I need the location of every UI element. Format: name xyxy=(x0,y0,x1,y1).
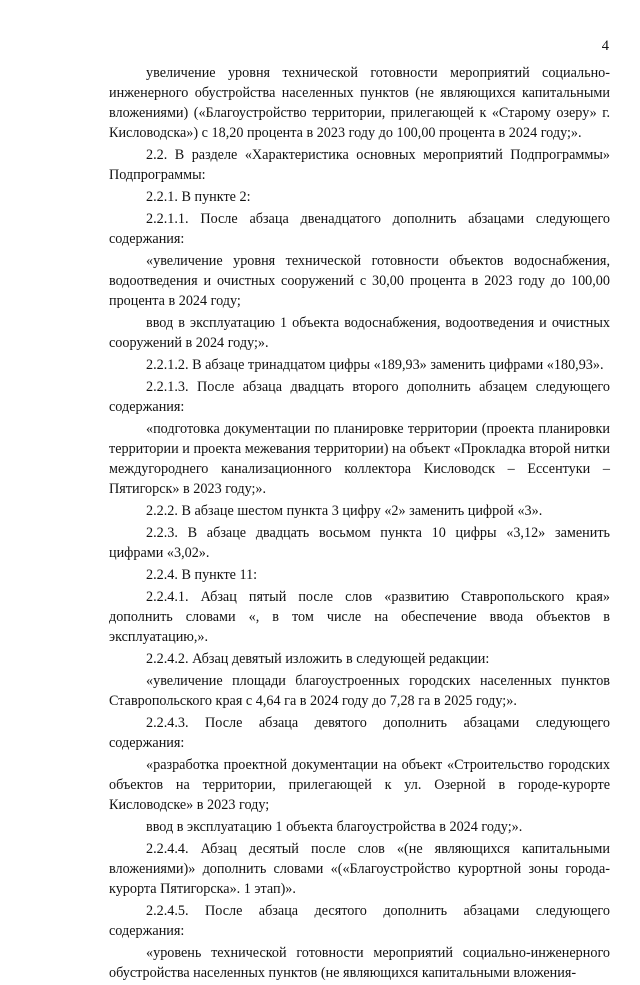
document-body xyxy=(109,63,610,985)
paragraph: 2.2.4.3. После абзаца девятого дополнить абзацами следующего содержания: xyxy=(109,715,610,751)
paragraph: «уровень технической готовности мероприятий социально-инженерного обустройства населенных пунктов (не являющихся капитальными вложения- xyxy=(109,945,610,981)
paragraph: 2.2.3. В абзаце двадцать восьмом пункта 10 цифры «3,12» заменить цифрами «3,02». xyxy=(109,525,610,561)
paragraph: 2.2.4.2. Абзац девятый изложить в следующей редакции: xyxy=(146,651,490,667)
paragraph: «увеличение площади благоустроенных городских населенных пунктов Ставропольского края с 4,64 га в 2024 году до 7,28 га в 2025 году;». xyxy=(109,673,610,709)
paragraph: 2.2. В разделе «Характеристика основных мероприятий Подпрограммы» Подпрограммы: xyxy=(109,147,610,183)
page-number: 4 xyxy=(601,38,609,54)
paragraph: «увеличение уровня технической готовности объектов водоснабжения, водоотведения и очистных сооружений с 30,00 процента в 2023 году до 100,00 процента в 2024 году; xyxy=(109,253,610,309)
paragraph: 2.2.4.4. Абзац десятый после слов «(не являющихся капитальными вложениями)» дополнить словами «(«Благоустройство курортной зоны города-курорта Пятигорска». 1 этап)». xyxy=(109,841,610,897)
paragraph: 2.2.4. В пункте 11: xyxy=(146,567,258,583)
paragraph: ввод в эксплуатацию 1 объекта благоустройства в 2024 году;». xyxy=(146,819,523,835)
paragraph: 2.2.1.2. В абзаце тринадцатом цифры «189,93» заменить цифрами «180,93». xyxy=(146,357,604,373)
paragraph: 2.2.4.1. Абзац пятый после слов «развитию Ставропольского края» дополнить словами «, в том числе на обеспечение ввода объектов в эксплуатацию,». xyxy=(109,589,610,645)
paragraph: увеличение уровня технической готовности мероприятий социально-инженерного обустройства населенных пунктов (не являющихся капитальными вложениями) («Благоустройство территории, прилегающей к «Старому озеру» г. Кисловодска») с 18,20 процента в 2023 году до 100,00 процента в 2024 году;». xyxy=(109,65,610,141)
paragraph: «разработка проектной документации на объект «Строительство городских объектов на территории, прилегающей к ул. Озерной в городе-курорте Кисловодске» в 2023 году; xyxy=(109,757,610,813)
paragraph: 2.2.1. В пункте 2: xyxy=(146,189,251,205)
paragraph: 2.2.4.5. После абзаца десятого дополнить абзацами следующего содержания: xyxy=(109,903,610,939)
paragraph: ввод в эксплуатацию 1 объекта водоснабжения, водоотведения и очистных сооружений в 2024 году;». xyxy=(109,315,610,351)
paragraph: 2.2.1.3. После абзаца двадцать второго дополнить абзацем следующего содержания: xyxy=(109,379,610,415)
paragraph: «подготовка документации по планировке территории (проекта планировки территории и проекта межевания территории) на объект «Прокладка второй нитки междугороднего канализационного коллектора Кисловодск – Ессентуки – Пятигорск» в 2023 году;». xyxy=(109,421,610,497)
paragraph: 2.2.1.1. После абзаца двенадцатого дополнить абзацами следующего содержания: xyxy=(109,211,610,247)
paragraph: 2.2.2. В абзаце шестом пункта 3 цифру «2» заменить цифрой «3». xyxy=(146,503,543,519)
